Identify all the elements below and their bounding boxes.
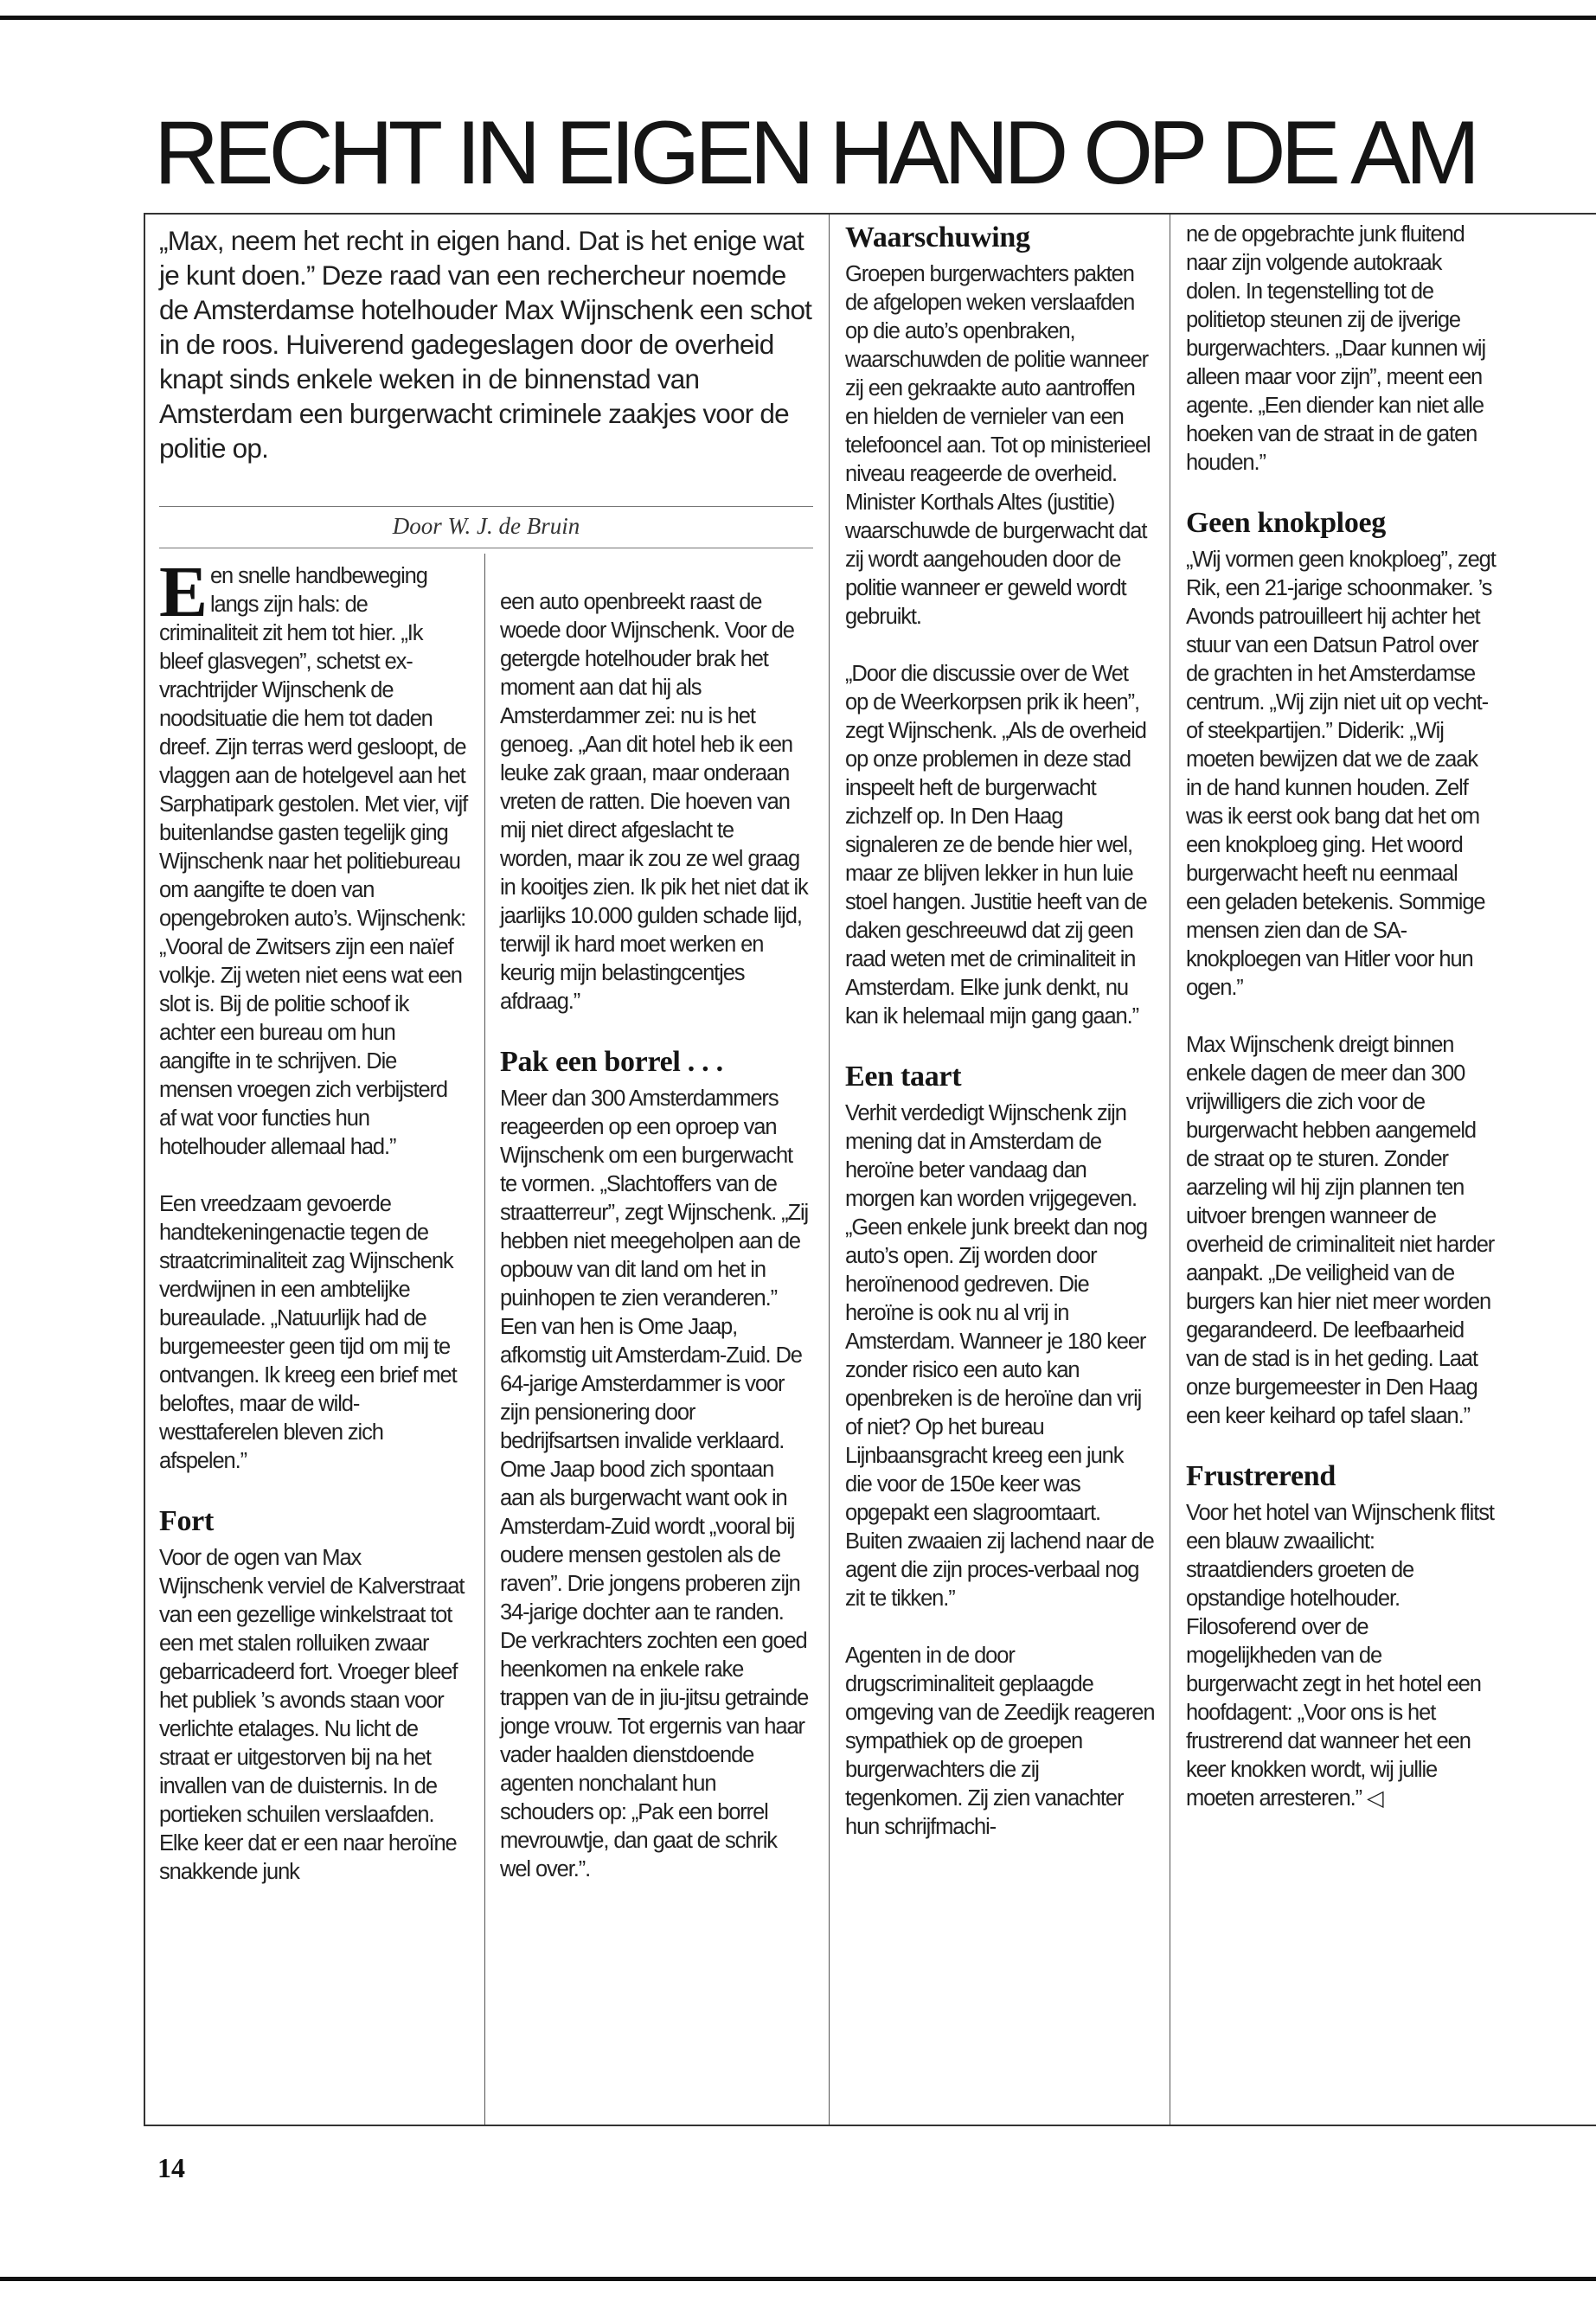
article-column-2 (500, 588, 810, 1913)
subheading-pak-een-borrel: Pak een borrel . . . (500, 1046, 723, 1078)
subheading-frustrerend: Frustrerend (1186, 1460, 1336, 1492)
drop-cap: E (159, 552, 207, 632)
headline: RECHT IN EIGEN HAND OP DE AM (154, 106, 1476, 201)
column-divider (829, 215, 830, 2125)
bottom-rule (0, 2277, 1596, 2281)
subheading-waarschuwing: Waarschuwing (845, 221, 1030, 253)
frame-bottom-rule (144, 2125, 1596, 2126)
subheading-geen-knokploeg: Geen knokploeg (1186, 507, 1387, 539)
column-divider (484, 554, 485, 2125)
paragraph: Voor de ogen van Max Wijnschenk verviel de Kalverstraat van een gezellige winkelstraat tot een met stalen rolluiken zwaar gebarricadeerd fort. Vroeger bleef het publiek ’s avonds staan voor verlichte etalages. Nu licht de straat er uitgestorven bij na het invallen van de duisternis. In de portieken schuilen verslaafden. Elke keer dat er een naar heroïne snakkende junk (159, 1546, 465, 1884)
paragraph: Meer dan 300 Amsterdammers reageerden op een oproep van Wijnschenk om een burgerwacht te vormen. „Slachtoffers van de straatterreur”, zegt Wijnschenk. „Zij hebben niet meegeholpen aan de opbouw van dit land om het in puinhopen te zien veranderen.” Een van hen is Ome Jaap, afkomstig uit Amsterdam-Zuid. De 64-jarige Amsterdammer is voor zijn pensionering door bedrijfsartsen invalide verklaard. Ome Jaap bood zich spontaan aan als burgerwacht want ook in Amsterdam-Zuid wordt „vooral bij oudere mensen gestolen als de raven”. Drie jongens proberen zijn 34-jarige dochter aan te randen. De verkrachters zochten een goed heenkomen na enkele rake trappen van de in jiu-jitsu getrainde jonge vrouw. Tot ergernis van haar vader haalden dienstdoende agenten nonchalant hun schouders op: „Pak een borrel mevrouwtje, dan gaat de schrik wel over.”. (500, 1086, 809, 1881)
article-column-3 (845, 221, 1155, 1870)
page-number: 14 (157, 2152, 185, 2183)
subheading-fort: Fort (159, 1505, 214, 1537)
paragraph: ne de opgebrachte junk fluitend naar zijn volgende autokraak dolen. In tegenstelling tot de politietop steunen zij de ijverige burgerwachters. „Daar kunnen wij alleen maar voor zijn”, meent een agente. „Een diender kan niet alle hoeken van de straat in de gaten houden.” (1186, 222, 1486, 475)
paragraph: Verhit verdedigt Wijnschenk zijn mening dat in Amsterdam de heroïne beter vandaag dan morgen kan worden vrijgegeven. „Geen enkele junk breekt dan nog auto’s open. Zij worden door heroïnenood gedreven. Die heroïne is ook nu al vrij in Amsterdam. Wanneer je 180 keer zonder risico een auto kan openbreken is de heroïne dan vrij of niet? Op het bureau Lijnbaansgracht kreeg een junk die voor de 150e keer was opgepakt een slagroomtaart. Buiten zwaaien zij lachend naar de agent die zijn proces-verbaal nog zit te tikken.” (845, 1101, 1154, 1611)
subheading-een-taart: Een taart (845, 1061, 962, 1093)
lead-paragraph: „Max, neem het recht in eigen hand. Dat is het enige wat je kunt doen.” Deze raad van een rechercheur noemde de Amsterdamse hotelhouder Max Wijnschenk een schot in de roos. Huiverend gadegeslagen door de overheid knapt sinds enkele weken in de binnenstad van Amsterdam een burgerwacht criminele zaakjes voor de politie op. (159, 225, 812, 464)
lead-rule (159, 506, 813, 507)
paragraph (159, 552, 469, 1162)
paragraph: Max Wijnschenk dreigt binnen enkele dagen de meer dan 300 vrijwilligers die zich voor de burgerwacht hebben aangemeld de straat op te sturen. Zonder aarzeling wil hij zijn plannen ten uitvoer brengen wanneer de overheid de criminaliteit niet harder aanpakt. „De veiligheid van de burgers kan hier niet meer worden gegarandeerd. De leefbaarheid van de stad is in het geding. Laat onze burgemeester in Den Haag een keer keihard op tafel slaan.” (1186, 1033, 1495, 1428)
paragraph: Voor het hotel van Wijnschenk flitst een blauw zwaailicht: straatdienders groeten de opstandige hotelhouder. Filosoferend over de mogelijkheden van de burgerwacht zegt in het hotel een hoofdagent: „Voor ons is het frustrerend dat wanneer het een keer knokken wordt, wij jullie moeten arresteren.” ◁ (1186, 1501, 1494, 1811)
paragraph: „Door die discussie over de Wet op de Weerkorpsen prik ik heen”, zegt Wijnschenk. „Als de overheid op onze problemen in deze stad inspeelt heft de burgerwacht zichzelf op. In Den Haag signaleren ze de bende hier wel, maar ze blijven lekker in hun luie stoel hangen. Justitie heeft van de daken geschreeuwd dat zij geen raad weten met de criminaliteit in Amsterdam. Elke junk denkt, nu kan ik helemaal mijn gang gaan.” (845, 662, 1147, 1029)
paragraph: een auto openbreekt raast de woede door Wijnschenk. Voor de getergde hotelhouder brak het moment aan dat hij als Amsterdammer zei: nu is het genoeg. „Aan dit hotel heb ik een leuke zak graan, maar onderaan vreten de ratten. Die hoeven van mij niet direct afgeslacht te worden, maar ik zou ze wel graag in kooitjes zien. Ik pik het niet dat ik jaarlijks 10.000 gulden schade lijd, terwijl ik hard moet werken en keurig mijn belastingcentjes afdraag.” (500, 590, 808, 1014)
frame-left-rule (144, 213, 145, 2126)
byline: Door W. J. de Bruin (392, 513, 580, 539)
article-column-1 (159, 552, 469, 1915)
article-column-4 (1186, 221, 1496, 1842)
top-rule (0, 16, 1596, 20)
paragraph: Agenten in de door drugscriminaliteit geplaagde omgeving van de Zeedijk reageren sympathiek op de groepen burgerwachters die zij tegenkomen. Zij zien vanachter hun schrijfmachi- (845, 1644, 1155, 1839)
paragraph-text: en snelle handbeweging langs zijn hals: de criminaliteit zit hem tot hier. „Ik bleef glasvegen”, schetst ex-vrachtrijder Wijnschenk de noodsituatie die hem tot daden dreef. Zijn terras werd gesloopt, de vlaggen aan de hotelgevel aan het Sarphatipark gestolen. Met vier, vijf buitenlandse gasten tegelijk ging Wijnschenk naar het politiebureau om aangifte te doen van opengebroken auto’s. Wijnschenk: „Vooral de Zwitsers zijn een naïef volkje. Zij weten niet eens wat een slot is. Bij de politie schoof ik achter een bureau om hun aangifte in te schrijven. Die mensen vroegen zich verbijsterd af wat voor functies hun hotelhouder allemaal had.” (159, 564, 468, 1159)
paragraph: „Wij vormen geen knokploeg”, zegt Rik, een 21-jarige schoonmaker. ’s Avonds patrouilleert hij achter het stuur van een Datsun Patrol over de grachten in het Amsterdamse centrum. „Wij zijn niet uit op vecht- of steekpartijen.” Diderik: „Wij moeten bewijzen dat we de zaak in de hand kunnen houden. Zelf was ik eerst ook bang dat het om een knokploeg ging. Het woord burgerwacht heeft nu eenmaal een geladen betekenis. Sommige mensen zien dan de SA-knokploegen van Hitler voor hun ogen.” (1186, 548, 1496, 1000)
paragraph: Een vreedzaam gevoerde handtekeningenactie tegen de straatcriminaliteit zag Wijnschenk verdwijnen in een ambtelijke bureaulade. „Natuurlijk had de burgemeester geen tijd om mij te ontvangen. Ik kreeg een brief met beloftes, maar de wild-westtaferelen bleven zich afspelen.” (159, 1192, 457, 1473)
frame-top-rule (144, 213, 1596, 215)
paragraph: Groepen burgerwachters pakten de afgelopen weken verslaafden op die auto’s openbraken, waarschuwden de politie wanneer zij een gekraakte auto aantroffen en hielden de vernieler van een telefooncel aan. Tot op ministerieel niveau reageerde de overheid. Minister Korthals Altes (justitie) waarschuwde de burgerwacht dat zij wordt aangehouden door de politie wanneer er geweld wordt gebruikt. (845, 262, 1151, 629)
